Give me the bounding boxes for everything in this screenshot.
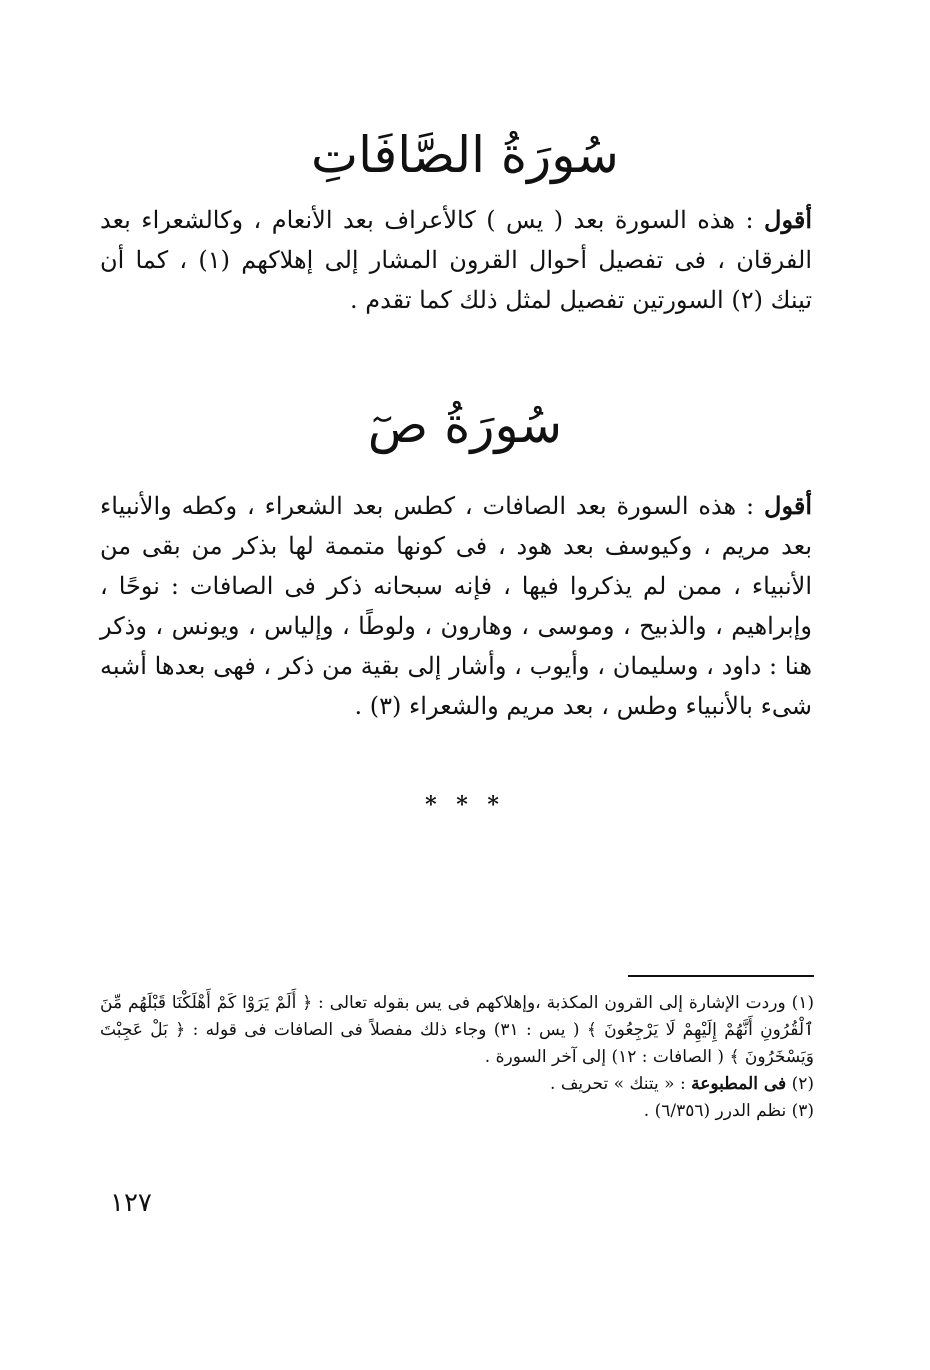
footnote-1: (١) وردت الإشارة إلى القرون المكذبة ،وإهلاكهم فى يس بقوله تعالى : ﴿ أَلَمْ يَرَوْا كَمْ أَهْلَكْنَا قَبْلَهُم مِّنَ ٱلْقُرُونِ أَنَّهُمْ إِلَيْهِمْ لَا يَرْجِعُونَ ﴾ ( يس : ٣١) وجاء ذلك مفصلاً فى الصافات فى قوله : ﴿ بَلْ عَجِبْتَ وَيَسْخَرُونَ ﴾ ( الصافات : ١٢) إلى آخر السورة . (100, 993, 814, 1067)
paragraph-body: : هذه السورة بعد ( يس ) كالأعراف بعد الأنعام ، وكالشعراء بعد الفرقان ، فى تفصيل أحوال القرون المشار إلى إهلاكهم (١) ، كما أن تينك (٢) السورتين تفصيل لمثل ذلك كما تقدم . (100, 206, 812, 314)
footnotes (100, 990, 814, 1125)
footnote-2-text: : « يتنك » تحريف . (550, 1074, 692, 1094)
footnote-2-number: (٢) (786, 1074, 814, 1094)
footnote-rule (628, 975, 814, 977)
surah-title-assaffat: سُورَةُ الصَّافَاتِ (311, 126, 619, 184)
surah-title-sad: سُورَةُ صٓ (367, 396, 563, 454)
section-separator: * * * (425, 792, 505, 818)
paragraph-lead: أقول (764, 205, 812, 234)
paragraph-body: : هذه السورة بعد الصافات ، كطس بعد الشعراء ، وكطه والأنبياء بعد مريم ، وكيوسف بعد هود ، فى كونها متممة لها بذكر من بقى من الأنبياء ، ممن لم يذكروا فيها ، فإنه سبحانه ذكر فى الصافات : نوحًا ، وإبراهيم ، والذبيح ، وموسى ، وهارون ، ولوطًا ، وإلياس ، ويونس ، وذكر هنا : داود ، وسليمان ، وأيوب ، وأشار إلى بقية من ذكر ، فهى بعدها أشبه شىء بالأنبياء وطس ، بعد مريم والشعراء (٣) . (100, 492, 812, 720)
paragraph-sad (100, 486, 812, 726)
paragraph-lead: أقول (764, 491, 812, 520)
page-number: ١٢٧ (110, 1188, 152, 1218)
footnote-2 (100, 1071, 814, 1098)
paragraph-assaffat (100, 200, 812, 320)
footnote-2-source: فى المطبوعة (691, 1074, 787, 1094)
footnote-3: (٣) نظم الدرر (٦/٣٥٦) . (643, 1101, 814, 1121)
